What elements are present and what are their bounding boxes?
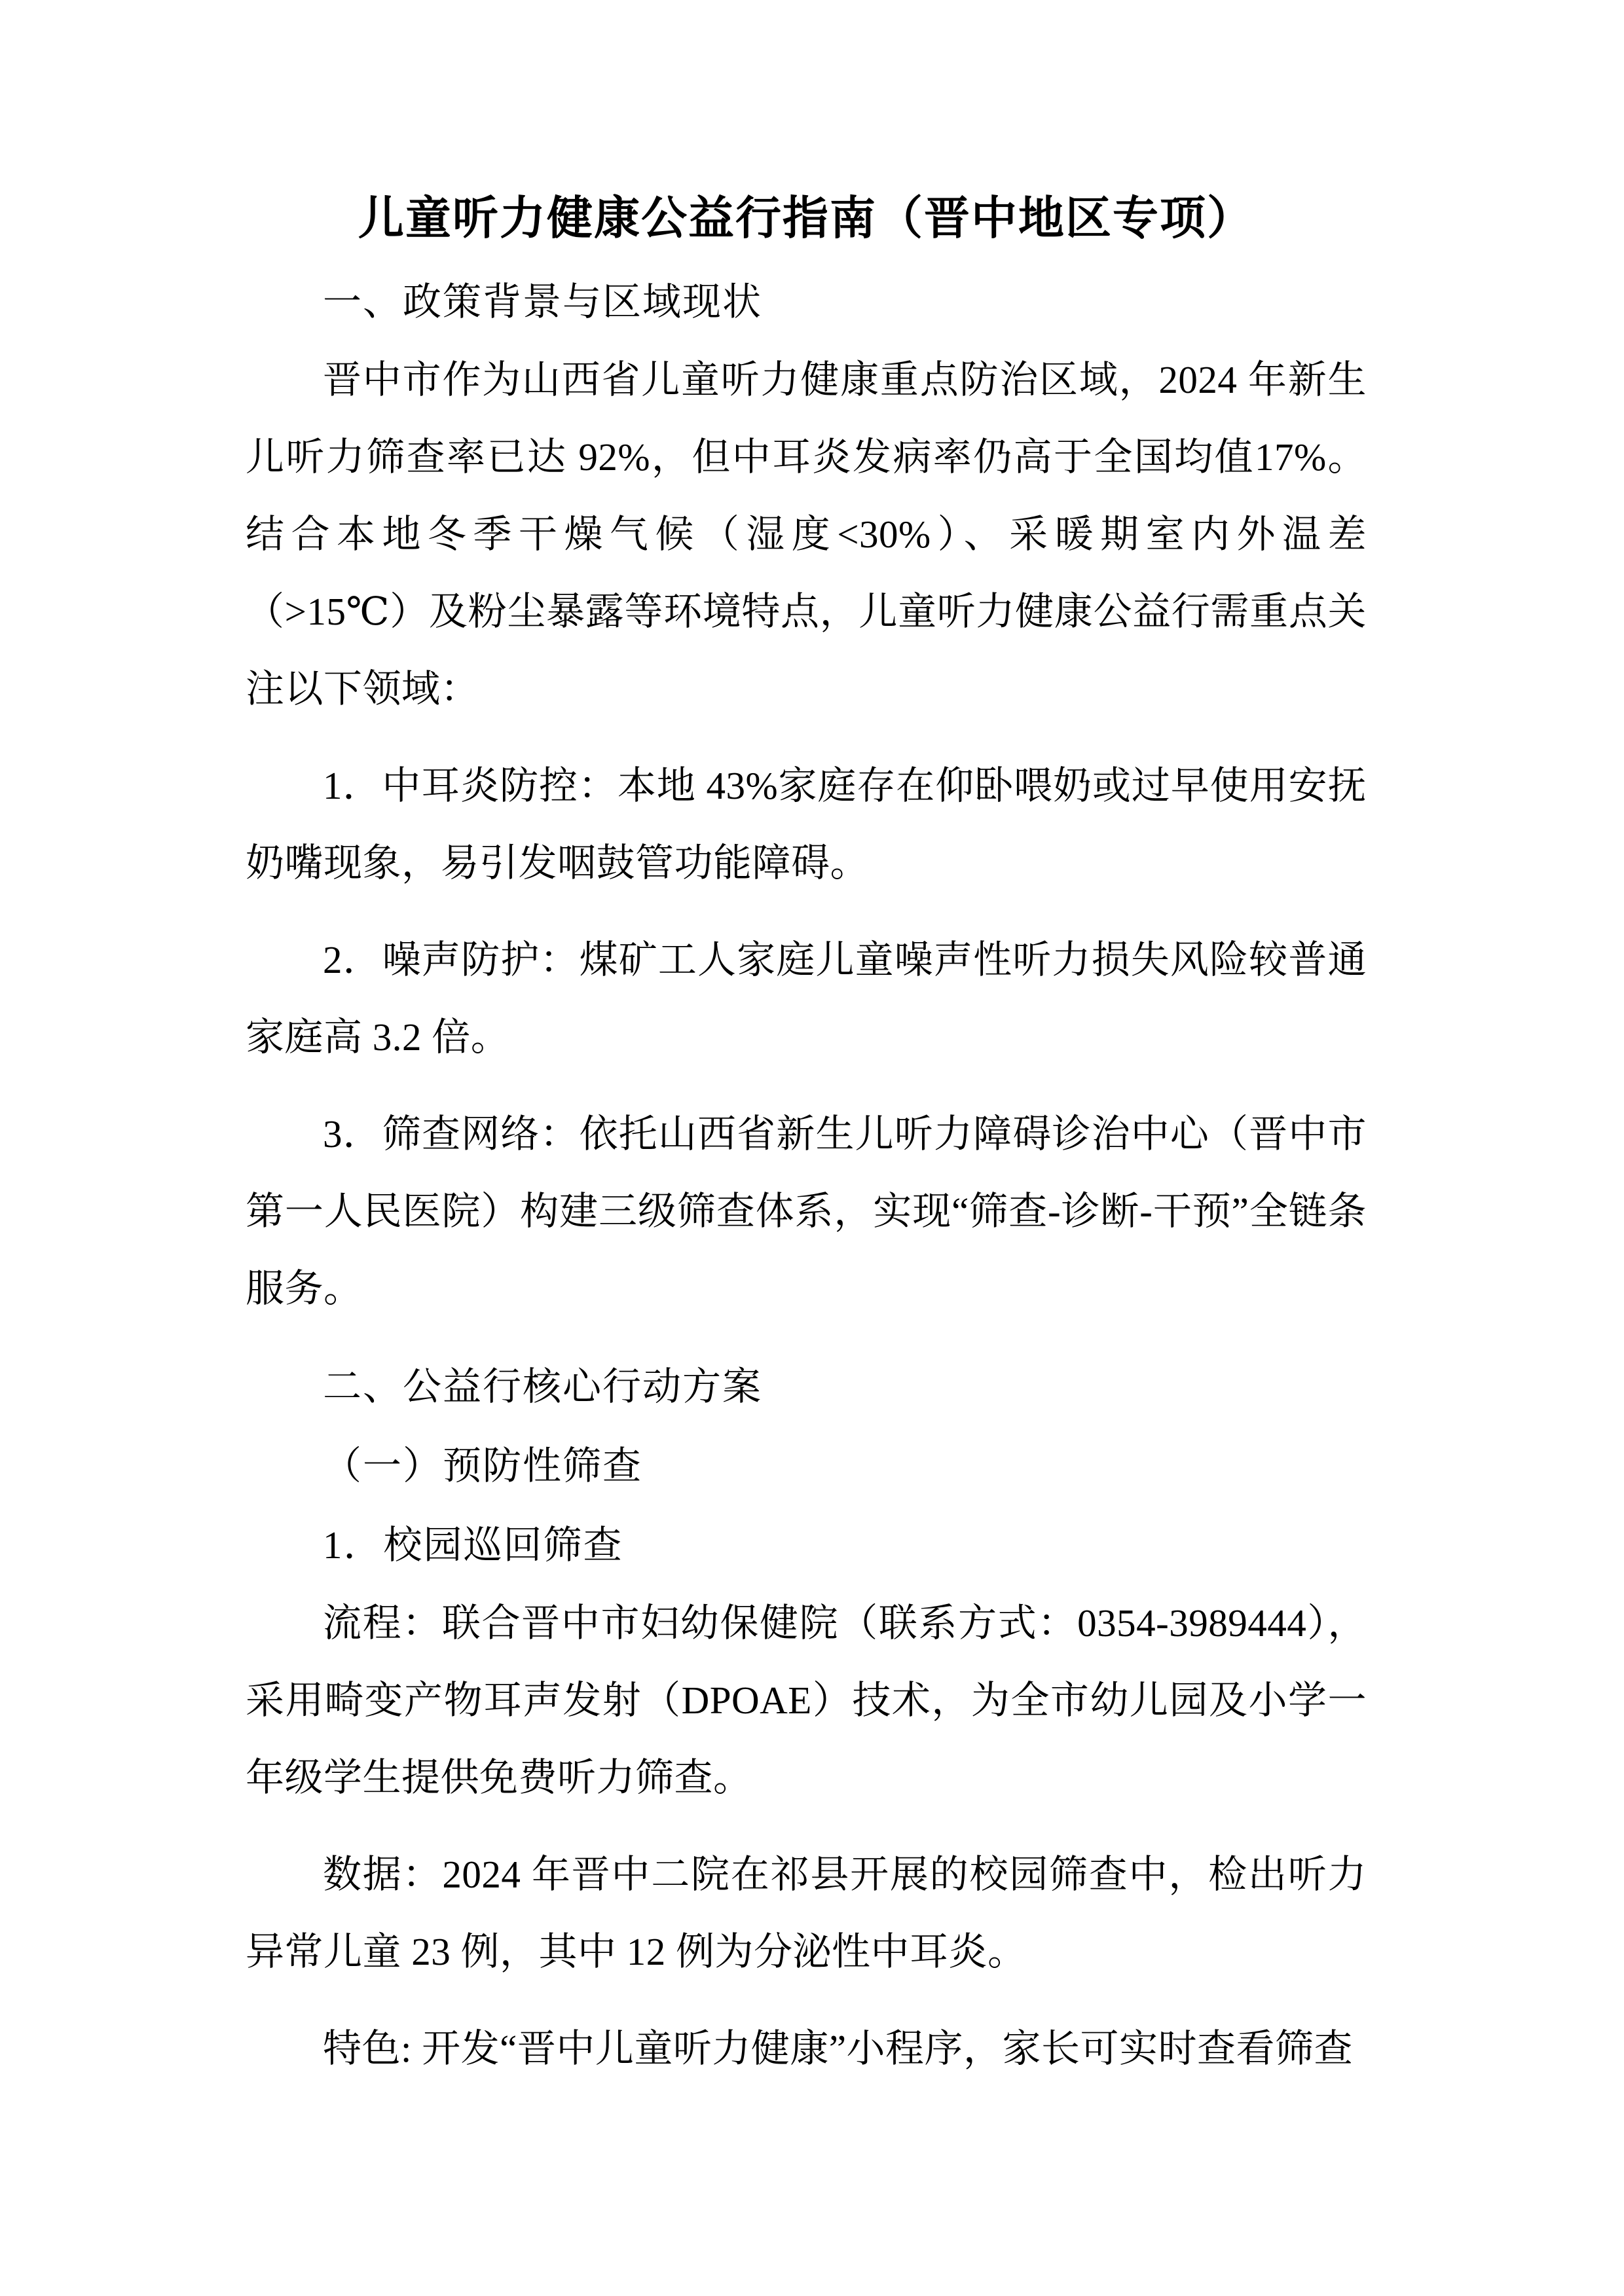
page-title: 儿童听力健康公益行指南（晋中地区专项） [358,194,1254,244]
document-body [246,0,1367,2087]
list-item-1-otitis-media: 1．中耳炎防控：本地 43%家庭存在仰卧喂奶或过早使用安抚奶嘴现象，易引发咽鼓管功能障碍。 [246,764,1367,884]
paragraph-background: 晋中市作为山西省儿童听力健康重点防治区域，2024 年新生儿听力筛查率已达 92%，但中耳炎发病率仍高于全国均值17%。结合本地冬季干燥气候（湿度<30%）、采暖期室内外温差（>15℃）及粉尘暴露等环境特点，儿童听力健康公益行需重点关注以下领域： [246,358,1367,710]
section-heading-1: 一、政策背景与区域现状 [323,280,763,323]
document-blocks [246,242,1367,2087]
list-item-3-screening-network: 3．筛查网络：依托山西省新生儿听力障碍诊治中心（晋中市第一人民医院）构建三级筛查体系，实现“筛查-诊断-干预”全链条服务。 [246,1112,1367,1310]
subsection-item-1: 1．校园巡回筛查 [323,1523,623,1567]
section-heading-2: 二、公益行核心行动方案 [323,1365,763,1408]
paragraph-process: 流程：联合晋中市妇幼保健院（联系方式：0354-3989444），采用畸变产物耳声发射（DPOAE）技术，为全市幼儿园及小学一年级学生提供免费听力筛查。 [246,1601,1367,1799]
paragraph-feature: 特色: 开发“晋中儿童听力健康”小程序，家长可实时查看筛查 [323,2027,1354,2070]
subsection-heading-1: （一）预防性筛查 [323,1444,643,1487]
list-item-2-noise-protection: 2．噪声防护：煤矿工人家庭儿童噪声性听力损失风险较普通家庭高 3.2 倍。 [246,938,1367,1059]
paragraph-data: 数据：2024 年晋中二院在祁县开展的校园筛查中，检出听力异常儿童 23 例，其中 12 例为分泌性中耳炎。 [246,1853,1367,1973]
